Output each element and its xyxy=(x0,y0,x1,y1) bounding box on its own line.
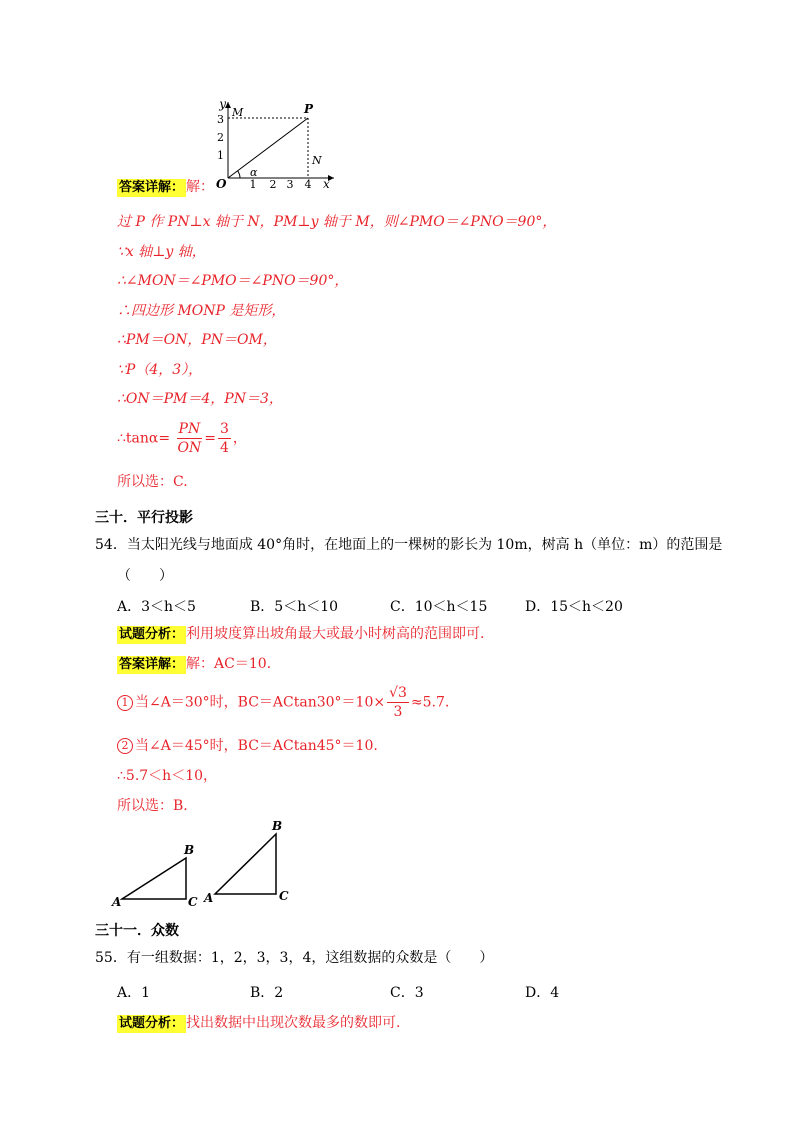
q54-select: 所以选：B. xyxy=(117,798,188,814)
q54-case-2 xyxy=(117,737,378,755)
q53-line-4: ∴四边形 MONP 是矩形， xyxy=(117,303,286,319)
q54-option-b: B．5＜h＜10 xyxy=(250,599,339,615)
case-1-fraction xyxy=(387,684,409,721)
q54-case-1 xyxy=(117,684,449,721)
analysis-text: 找出数据中出现次数最多的数即可. xyxy=(186,1015,401,1031)
q55-stem: 55．有一组数据：1，2，3，3，4，这组数据的众数是（ ） xyxy=(95,950,494,966)
y-tick-3: 3 xyxy=(217,113,224,126)
case-2-marker: 2 xyxy=(117,738,133,754)
q54-paren: （ ） xyxy=(117,568,173,584)
q53-line-5: ∴PM＝ON，PN＝OM， xyxy=(117,332,277,348)
q53-line-1: 过 P 作 PN⊥x 轴于 N，PM⊥y 轴于 M，则∠PMO＝∠PNO＝90°， xyxy=(117,214,557,230)
x-tick-4: 4 xyxy=(304,178,312,190)
x-tick-1: 1 xyxy=(249,178,257,190)
section-30-heading: 三十．平行投影 xyxy=(95,510,193,526)
tan-fraction-2 xyxy=(218,420,231,457)
tan-fraction-1 xyxy=(177,420,203,457)
q54-option-c: C．10＜h＜15 xyxy=(390,599,488,615)
analysis-tag: 试题分析： xyxy=(119,1016,185,1031)
y-tick-1: 1 xyxy=(217,149,224,162)
q54-analysis xyxy=(117,625,484,644)
point-m-label: M xyxy=(232,106,244,119)
case-1-frac-num: √3 xyxy=(389,685,407,701)
tan-prefix: ∴tanα= xyxy=(117,430,171,447)
q54-stem: 54．当太阳光线与地面成 40°角时，在地面上的一棵树的影长为 10m，树高 h（单位：m）的范围是 xyxy=(95,537,723,553)
answer-intro: 解： xyxy=(186,179,215,195)
q53-answer-heading xyxy=(117,178,214,197)
q55-option-c: C．3 xyxy=(390,985,424,1001)
tri2-label-b: B xyxy=(272,819,283,833)
q54-option-d: D．15＜h＜20 xyxy=(525,599,623,615)
case-1-tail: ≈5.7. xyxy=(410,694,450,711)
q54-conclusion: ∴5.7＜h＜10， xyxy=(117,768,218,784)
case-1-marker: 1 xyxy=(117,695,133,711)
answer-intro: 解：AC＝10. xyxy=(186,656,272,672)
q55-analysis xyxy=(117,1014,400,1033)
tri1-label-c: C xyxy=(188,895,198,909)
q55-option-d: D．4 xyxy=(525,985,560,1001)
q54-option-a: A．3＜h＜5 xyxy=(117,599,196,615)
x-tick-2: 2 xyxy=(269,178,277,190)
analysis-text: 利用坡度算出坡角最大或最小时树高的范围即可. xyxy=(186,626,485,642)
case-1-text: 当∠A＝30°时，BC＝ACtan30°＝10× xyxy=(135,694,386,711)
case-2-text: 当∠A＝45°时，BC＝ACtan45°＝10. xyxy=(135,738,378,754)
q55-option-a: A．1 xyxy=(117,985,151,1001)
tan-frac1-num: PN xyxy=(178,421,201,437)
y-axis-label: y xyxy=(219,97,226,111)
tan-equals: = xyxy=(204,430,216,447)
tri1-label-b: B xyxy=(184,843,195,857)
point-n-label: N xyxy=(312,154,322,167)
tan-suffix: ， xyxy=(232,430,247,447)
tan-frac2-den: 4 xyxy=(219,440,229,456)
point-p-label: P xyxy=(304,102,314,116)
q55-option-b: B．2 xyxy=(250,985,284,1001)
x-axis-label: x xyxy=(323,177,330,190)
triangles-figure xyxy=(110,818,300,910)
tan-frac1-den: ON xyxy=(177,440,202,456)
x-tick-3: 3 xyxy=(286,178,294,190)
coordinate-figure xyxy=(208,96,338,190)
q53-line-6: ∵P（4，3）， xyxy=(117,362,203,378)
q53-line-7: ∴ON＝PM＝4，PN＝3， xyxy=(117,391,283,407)
tan-frac2-num: 3 xyxy=(219,421,229,437)
answer-tag: 答案详解： xyxy=(119,657,185,672)
answer-tag: 答案详解： xyxy=(119,180,185,195)
tri2-label-c: C xyxy=(279,889,289,903)
section-31-heading: 三十一．众数 xyxy=(95,923,179,939)
analysis-tag: 试题分析： xyxy=(119,627,185,642)
q53-tan-equation xyxy=(117,420,247,457)
y-tick-2: 2 xyxy=(217,131,224,144)
q53-line-2: ∵x 轴⊥y 轴， xyxy=(117,244,206,260)
tri1-label-a: A xyxy=(112,895,122,909)
q53-select: 所以选：C. xyxy=(117,474,188,490)
alpha-label: α xyxy=(250,166,258,179)
q53-line-3: ∴∠MON＝∠PMO＝∠PNO＝90°， xyxy=(117,273,349,289)
origin-label: O xyxy=(216,177,227,190)
tri2-label-a: A xyxy=(204,891,214,905)
case-1-frac-den: 3 xyxy=(393,704,403,720)
q54-answer-heading xyxy=(117,655,271,674)
